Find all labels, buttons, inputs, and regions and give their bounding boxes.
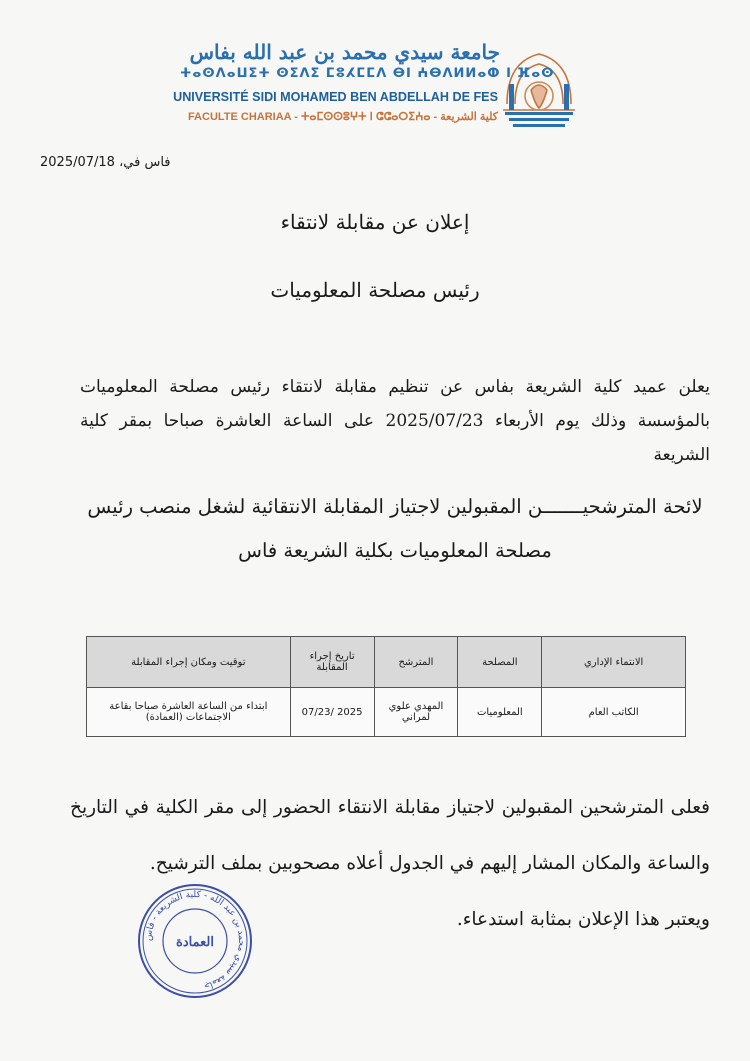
university-name-tifinagh: ⵜⴰⵙⴷⴰⵡⵉⵜ ⵙⵉⴷⵉ ⵎⵓⵃⵎⵎⴷ ⴱⵏ ⵄⴱⴷⵍⵍⴰⵀ ⵏ ⴼⴰⵙ (180, 66, 555, 81)
stamp-outer-text: جامعة سيدي محمد بن عبد الله - كلية الشريعة - فاس (143, 889, 247, 992)
university-crest-icon (497, 44, 581, 134)
cell-admin-affiliation: الكاتب العام (542, 688, 686, 737)
announcement-title: إعلان عن مقابلة لانتقاء (280, 210, 470, 234)
official-stamp-icon (136, 882, 254, 1000)
date-line: فاس في، 2025/07/18 (40, 155, 171, 170)
col-interview-time-place: توقيت ومكان إجراء المقابلة (87, 637, 291, 688)
col-candidate: المترشح (374, 637, 458, 688)
intro-paragraph: يعلن عميد كلية الشريعة بفاس عن تنظيم مقابلة لانتقاء رئيس مصلحة المعلوميات بالمؤسسة وذلك يوم الأربعاء 2025/07/23 على الساعة العاشرة صباحا بمقر كلية الشريعة (80, 377, 710, 465)
cell-service: المعلوميات (458, 688, 542, 737)
col-interview-date: تاريخ إجراء المقابلة (290, 637, 374, 688)
faculty-name: FACULTE CHARIAA - ⵜⴰⵎⵙⵙⵓⵖⵜ ⵏ ⵛⵛⴰⵔⵉⵄⴰ - كلية الشريعة (187, 111, 498, 123)
candidates-table (86, 636, 686, 737)
col-admin-affiliation: الانتماء الإداري (542, 637, 686, 688)
closing-line-2: ويعتبر هذا الإعلان بمثابة استدعاء. (456, 909, 710, 930)
announcement-subtitle: رئيس مصلحة المعلوميات (270, 278, 480, 302)
cell-candidate: المهدي علوي لمراني (374, 688, 458, 737)
university-name-arabic: جامعة سيدي محمد بن عبد الله بفاس (189, 40, 500, 64)
col-service: المصلحة (458, 637, 542, 688)
closing-line-1: فعلى المترشحين المقبولين لاجتياز مقابلة الانتقاء الحضور إلى مقر الكلية في التاريخ والساعة والمكان المشار إليهم في الجدول أعلاه مصحوبين بملف الترشيح. (70, 797, 710, 874)
table-header-row (87, 637, 686, 688)
cell-interview-time-place: ابتداء من الساعة العاشرة صباحا بقاعة الاجتماعات (العمادة) (87, 688, 291, 737)
university-name-french: UNIVERSITÉ SIDI MOHAMED BEN ABDELLAH DE FES (173, 90, 498, 104)
cell-interview-date: 2025 /07/23 (290, 688, 374, 737)
candidates-list-title: لائحة المترشحيـــــــن المقبولين لاجتياز المقابلة الانتقائية لشغل منصب رئيس مصلحة المعلوميات بكلية الشريعة فاس (87, 495, 703, 562)
stamp-center-text: العمادة (176, 935, 214, 950)
table-row (87, 688, 686, 737)
